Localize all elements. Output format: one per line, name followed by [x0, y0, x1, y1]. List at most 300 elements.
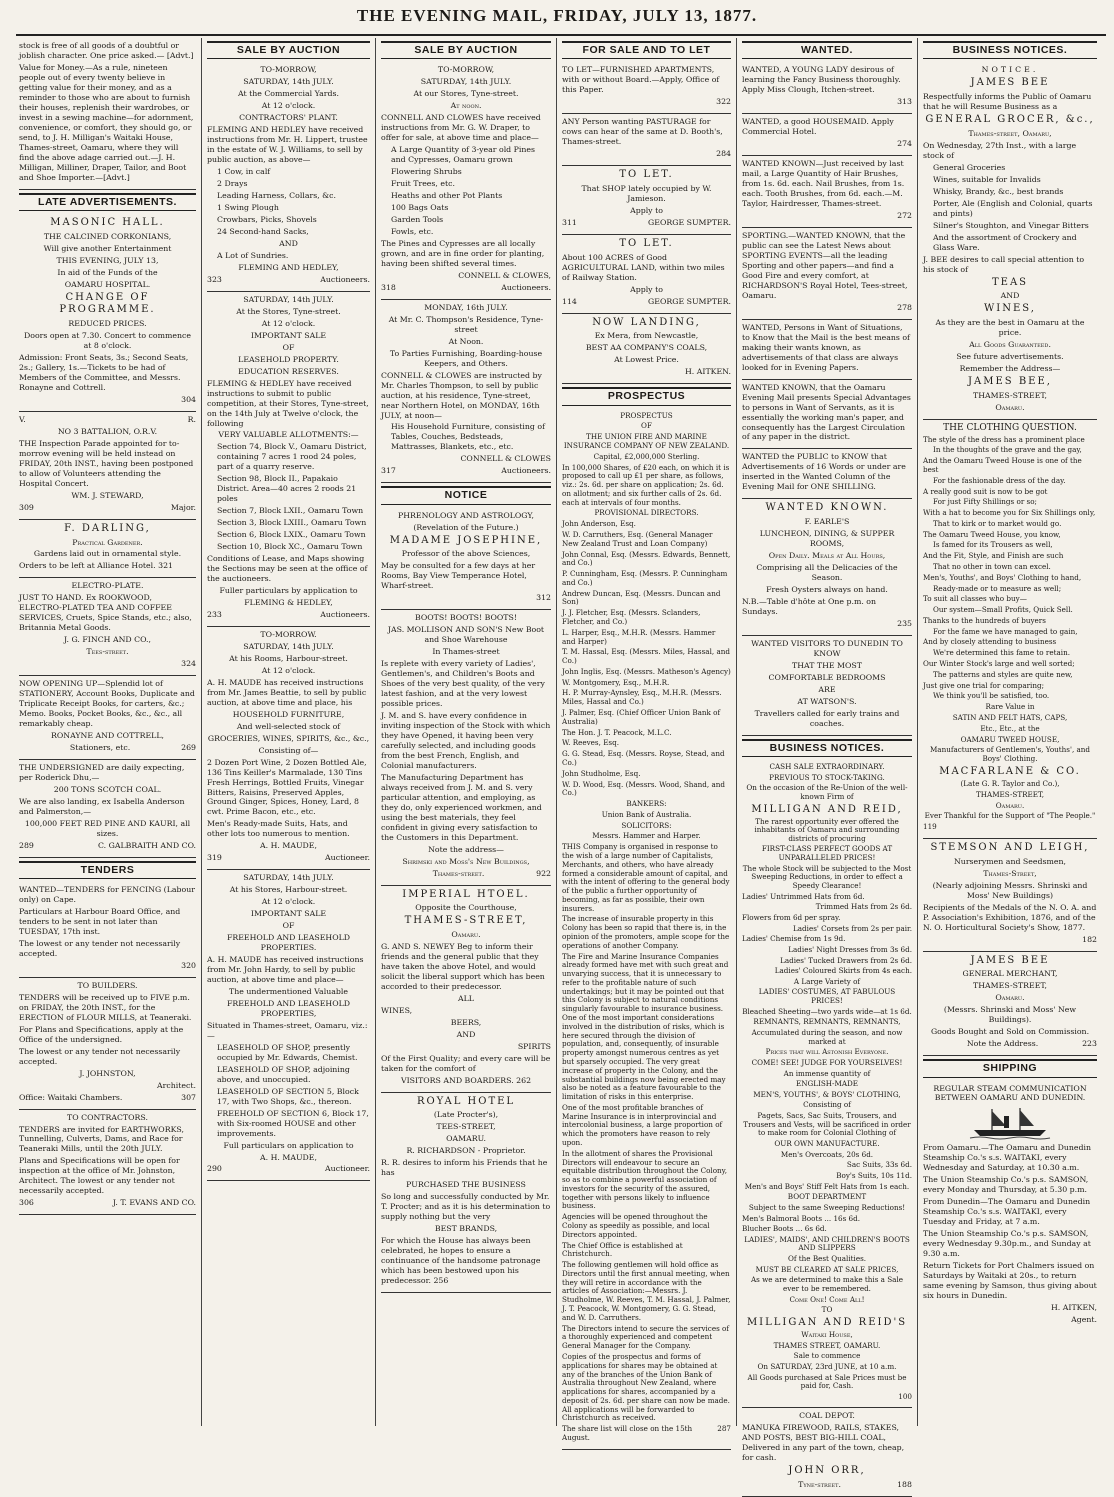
ad-line: RONAYNE AND COTTRELL, [50, 731, 165, 740]
ad-number: 324 [181, 659, 196, 669]
ad-line: TO-MORROW. [260, 629, 317, 639]
ad-number: 307 [181, 1092, 196, 1102]
ad-item: A Lot of Sundries. [217, 250, 289, 260]
ad-line: Situated in Thames-street, Oamaru, viz.:— [207, 1020, 368, 1040]
ad-body: ANY Person wanting PASTURAGE for cows can hear of the same at D. Booth's, Thames-street. [562, 117, 723, 147]
ad-line: THAMES-STREET, [973, 390, 1047, 400]
ad-battalion [19, 412, 196, 520]
ad-royal-hotel [381, 1093, 551, 1293]
ad-line: PURCHASED THE BUSINESS [406, 1180, 526, 1190]
ad-line: Gardens laid out in ornamental style. [33, 549, 182, 559]
ad-item: The Hon. J. T. Peacock, M.L.C. [562, 727, 672, 737]
ad-item: P. Cunningham, Esq. (Messrs. P. Cunningham and Co.) [562, 569, 728, 587]
ad-line: REMNANTS, REMNANTS, REMNANTS, [753, 1017, 901, 1027]
ad-wanted-public [742, 449, 912, 499]
ad-number: 272 [897, 211, 912, 221]
ad-item: W. D. Wood, Esq. (Messrs. Wood, Shand, and Co.) [562, 779, 725, 798]
ad-body: The lowest or any tender not necessarily accepted. [19, 938, 181, 958]
ad-line: THIS EVENING, JULY 13, [56, 255, 159, 265]
ad-line: At his Stores, Harbour-street. [229, 885, 348, 895]
ad-line: Auctioneer. [325, 853, 370, 863]
ad-body: SPORTING.—WANTED KNOWN, that the public can see the Latest News about SPORTING EVENTS—all the leading Sporting and other papers—and find a Good Fire and every comfort, at RICHARDSON'S Royal Hotel, Tees-street, Oamaru. [742, 231, 908, 300]
ad-wanted-brushes [742, 156, 912, 228]
ad-line: On the occasion of the Re-Union of the well-known Firm of [746, 783, 908, 801]
ad-line: Of the Best Qualities. [787, 1254, 867, 1264]
ad-line: 200 TONS SCOTCH COAL. [53, 784, 162, 794]
ad-title: REGULAR STEAM COMMUNICATION BETWEEN OAMARU AND DUNEDIN. [933, 1083, 1087, 1103]
column-5 [737, 38, 917, 1490]
ad-item: Crowbars, Picks, Shovels [217, 215, 317, 225]
ad-body: Conditions of Lease, and Maps showing the Sections may be seen at the office of the auctioneers. [207, 554, 368, 584]
ad-body: About 100 ACRES of Good AGRICULTURAL LAND, within two miles of Railway Station. [562, 252, 725, 282]
ad-item: J. J. Fletcher, Esq. (Messrs. Sclanders, Fletcher, and Co.) [562, 608, 701, 627]
ad-line: Note the address— [428, 844, 504, 854]
ad-line: (Late G. R. Taylor and Co.), [960, 779, 1060, 789]
ad-item: Ladies' Untrimmed Hats from 6d. [742, 891, 865, 901]
ad-james-bee-notice [923, 62, 1097, 419]
ad-body: The increase of insurable property in this Colony has been so rapid that there is, in the opinion of the promoters, ample scope for the operations of another Company. [562, 914, 730, 950]
section-heading: BUSINESS NOTICES. [923, 41, 1097, 59]
ad-line: THAMES STREET, OAMARU. [773, 1340, 881, 1350]
ad-item: Garden Tools [391, 215, 444, 225]
ad-item: LEASEHOLD OF SECTION 5, Block 17, with Two Shops, &c., thereon. [217, 1086, 359, 1106]
ad-body: WANTED KNOWN—Just received by last mail, a Large Quantity of Hair Brushes, from 1s. 6d. each. Nail Brushes, from 1s. each. Tooth Brushes, from 6d. each.—M. Taylor, Hairdresser, Thames-street. [742, 159, 905, 209]
ad-line: At Mr. C. Thompson's Residence, Tyne-street [388, 314, 544, 334]
section-heading: SHIPPING [923, 1059, 1097, 1077]
ad-title: BOOTS! BOOTS! BOOTS! [415, 613, 517, 623]
ad-line: Practical Gardener. [72, 537, 143, 547]
ad-number: 235 [897, 618, 912, 628]
ad-masonic-hall [19, 214, 196, 412]
ad-line: CHANGE OF PROGRAMME. [59, 291, 156, 316]
ad-verse: The Oamaru Tweed House, you know, [923, 529, 1061, 539]
ad-number: 311 [562, 217, 577, 227]
ad-verse: The patterns and styles are quite new, [933, 669, 1073, 679]
ad-line: THAMES-STREET, [404, 915, 528, 927]
ad-freehold-properties [207, 870, 370, 1181]
ad-title: THE CLOTHING QUESTION. [943, 422, 1077, 433]
ad-line: AND [279, 238, 298, 248]
ad-item: Section 10, Block XC., Oamaru Town [217, 542, 363, 552]
ad-title: SATIN AND FELT HATS, CAPS, [952, 712, 1068, 722]
ad-line: The undermentioned Valuable [229, 986, 348, 996]
ad-body: The Fire and Marine Insurance Companies already formed have met with such great and unvarying success, that it is unnecessary to refer to the profitable nature of such undertakings; but it may be pointed out that this Colony is subject to natural conditions singularly favourable to insurance business. One of the most important considerations involved in the distribution of risks, which is here secured through the division of population, and, consequently, of insurable property amongst numerous centres as yet but sparsely occupied. The very great increase of property in the Colony, and the substantial buildings now being erected may also be noted as a feature favourable to the limitation of risks in this enterprise. [562, 951, 729, 1102]
ad-item: T. M. Hassal, Esq. (Messrs. Miles, Hassal, and Co.) [562, 647, 730, 666]
ad-title: ROYAL HOTEL [416, 1095, 516, 1107]
section-heading: WANTED. [742, 41, 912, 59]
section-heading: TENDERS [19, 861, 196, 879]
ad-body: J. M. and S. have every confidence in inviting inspection of the Stock with which they have Opened, it having been very carefully selected, and including goods from the best French, English, and Colonial manufacturers. [381, 711, 551, 770]
ad-apartments [562, 62, 731, 114]
ad-line: JOHN ORR, [788, 1465, 866, 1477]
ad-line: R. [187, 414, 196, 424]
ad-body: A. H. MAUDE has received instructions from Mr. John Hardy, to sell by public auction, at above time and place— [207, 955, 364, 984]
ad-body: For Plans and Specifications, apply at the Office of the undersigned. [19, 1024, 184, 1044]
ad-item: Men's Balmoral Boots ... 16s 6d. [742, 1213, 861, 1223]
ad-item: FREEHOLD OF SECTION 6, Block 17, with Six-roomed HOUSE and other improvements. [217, 1108, 369, 1138]
ad-title: JAMES BEE [970, 954, 1050, 966]
ad-line: FIRST-CLASS PERFECT GOODS AT UNPARALLELED PRICES! [761, 844, 893, 863]
ad-line: TEAS [991, 276, 1029, 288]
ad-item: 24 Second-hand Sacks, [217, 227, 309, 236]
ad-verse: Just give one trial for comparing; [923, 680, 1045, 690]
ad-body: From Oamaru.—The Oamaru and Dunedin Steamship Co.'s s.s. WAITAKI, every Wednesday and Saturday, at 10.30 a.m. [923, 1143, 1091, 1173]
ad-shop-to-let [562, 166, 731, 235]
ad-item: LEASEHOLD OF SHOP, presently occupied by Mr. Edwards, Chemist. [217, 1042, 358, 1062]
ad-number: 114 [562, 296, 577, 306]
ad-stemson-leigh [923, 839, 1097, 952]
ad-body: On Wednesday, 27th Inst., with a large stock of [923, 140, 1077, 160]
ad-number: 233 [207, 609, 222, 619]
ad-item: John Studholme, Esq. [562, 768, 641, 778]
ad-title: MUST BE CLEARED AT SALE PRICES, [755, 1264, 899, 1274]
ad-clothing-question [923, 420, 1097, 839]
ad-line: F. EARLE'S [804, 517, 850, 527]
ad-line: Open Daily. Meals at All Hours, [768, 551, 886, 561]
ad-body: THE Inspection Parade appointed for to-morrow evening will be held instead on FRIDAY, 20th INST., having been postponed to allow of Volunteers attending the Hospital Concert. [19, 438, 194, 488]
ad-item: Whisky, Brandy, &c., best brands [933, 186, 1064, 196]
ad-line: Fuller particulars by application to [219, 586, 358, 596]
ad-line: OAMARU. [446, 1134, 486, 1144]
ad-verse: Ready-made or to measure as well; [933, 583, 1062, 593]
ad-coal [19, 760, 196, 858]
ad-line: SATURDAY, 14th JULY. [243, 294, 334, 304]
ad-body: CONNELL & CLOWES are instructed by Mr. Charles Thompson, to sell by public auction, at his residence, Tyne-street, near Northern Hotel, on MONDAY, 16th JULY, at noon— [381, 370, 542, 420]
ad-household-furniture [207, 627, 370, 870]
ad-line: N.B.—Table d'hôte at One p.m. on Sundays. [742, 596, 877, 616]
masthead: THE EVENING MAIL, FRIDAY, JULY 13, 1877. [356, 6, 758, 25]
ad-prospectus [562, 409, 731, 1450]
ad-now-landing [562, 314, 731, 385]
ad-verse: For the fashionable dress of the day. [933, 475, 1066, 485]
ad-item: SPIRITS [517, 1041, 551, 1051]
ad-body: R. R. desires to inform his Friends that he has [381, 1158, 548, 1178]
ad-body: The following gentlemen will hold office as Directors until the first annual meeting, when they will retire in accordance with the articles of Association:—Messrs. J. Studholme, W. Reeves, T. M. Hassal, J. Palmer, J. T. Peacock, W. Montgomery, G. G. Stead, and W. D. Carruthers. [562, 1260, 731, 1322]
ad-verse: And by closely attending to business [923, 637, 1057, 647]
ad-item: Blucher Boots ... 6s 6d. [742, 1224, 827, 1234]
ad-title: JAMES BEE [970, 77, 1050, 89]
ad-item: W. Montgomery, Esq., M.H.R. [562, 677, 670, 687]
ad-body: FLEMING AND HEDLEY have received instructions from Mr. H. Lippert, trustee in the estate of W. J. Williams, to sell by public auction, as above— [207, 125, 368, 165]
ad-line: Accumulated during the season, and now marked at [751, 1028, 903, 1046]
ad-body: Agencies will be opened throughout the Colony as speedily as possible, and local Directors appointed. [562, 1212, 710, 1239]
ad-body: THIS Company is organised in response to the wish of a large number of Capitalists, Merchants, and others, who have already formed a considerable amount of capital, and with the intent of offering to the general body of the public a further opportunity of becoming, as far as possible, their own insurers. [562, 842, 730, 913]
ad-title: NOW LANDING, [592, 316, 701, 328]
section-heading: PROSPECTUS [562, 387, 731, 405]
ad-line: SOLICITORS: [621, 820, 672, 830]
section-heading: SALE BY AUCTION [381, 41, 551, 59]
ad-line: C. GALBRAITH AND CO. [97, 840, 196, 850]
ad-line: Fresh Oysters always on hand. [766, 584, 888, 594]
ad-line: BOOT DEPARTMENT [787, 1192, 867, 1202]
ad-line: And well-selected stock of [236, 721, 341, 731]
ad-pasturage [562, 114, 731, 166]
ad-line: WINES, [984, 303, 1036, 315]
ad-verse: That to kirk or to market would go. [933, 518, 1062, 528]
ad-line: CONNELL & CLOWES, [458, 270, 551, 280]
ad-line: Oamaru. [451, 930, 481, 940]
ad-body: Recipients of the Medals of the N. O. A. and P. Association's Exhibition, 1876, and of the N. O. Horticultural Society's Show, 1877. [923, 902, 1097, 932]
ad-line: All Goods purchased at Sale Prices must be paid for, Cash. [747, 1372, 907, 1391]
ad-body: WANTED KNOWN, that the Oamaru Evening Mail presents Special Advantages to persons in Want of Servants, as it is essentially the working man's paper, and consequently has the Largest Circulation of any paper in the district. [742, 382, 911, 442]
ad-line: Goods Bought and Sold on Commission. [930, 1027, 1090, 1037]
ad-title: MASONIC HALL. [50, 217, 165, 228]
ad-line: GENERAL MERCHANT, [962, 969, 1058, 979]
ad-number: 287 [717, 1424, 731, 1434]
ad-item: Ladies' Chemise from 1s 9d. [742, 934, 846, 944]
ad-line: SATURDAY, 14th JULY. [243, 641, 334, 651]
note-text: stock is free of all goods of a doubtful or joblish character. One price asked.— [Advt.] [19, 41, 194, 60]
ad-item: Ladies' Coloured Skirts from 4s each. [774, 966, 912, 976]
ad-body: JUST TO HAND. Ex ROOKWOOD, ELECTRO-PLATED TEA AND COFFEE SERVICES, Cruets, Spice Stands, etc.; also, Britannia Metal Goods. [19, 593, 192, 633]
ad-number: 322 [716, 97, 731, 107]
ad-line: Stationers, etc. [69, 742, 131, 752]
ad-verse: And the Oamaru Tweed House is one of the best [923, 456, 1082, 474]
ad-line: Union Bank of Australia. [601, 809, 692, 819]
ad-number: 289 [19, 840, 34, 850]
ad-number: 269 [181, 742, 196, 752]
ad-body: Is replete with every variety of Ladies', Gentlemen's, and Children's Boots and Shoes of the very best quality, of the very latest fashion, and at the very lowest possible prices. [381, 659, 545, 709]
ad-line: TEES-STREET, [436, 1122, 496, 1132]
ad-number: 306 [19, 1198, 34, 1208]
ad-body: The Union Steamship Co.'s p.s. SAMSON, every Wednesday 9.30p.m., and Sunday at 9.30 a.m. [923, 1229, 1091, 1259]
ad-item: Leading Harness, Collars, &c. [217, 191, 336, 201]
ad-item: J. Palmer, Esq. (Chief Officer Union Bank of Australia) [562, 708, 721, 726]
ad-fencing [19, 882, 196, 978]
ad-line: Agent. [1071, 1314, 1097, 1324]
section-heading: FOR SALE AND TO LET [562, 41, 731, 59]
ad-verse: Our Winter Stock's large and well sorted; [923, 659, 1075, 669]
ad-line: Professor of the above Sciences, [401, 549, 531, 559]
ad-body: TO LET—FURNISHED APARTMENTS, with or without Board.—Apply, Office of this Paper. [562, 65, 720, 95]
ad-line: ENGLISH-MADE [795, 1079, 859, 1089]
ad-body: WANTED, A YOUNG LADY desirous of learning the Fancy Business thoroughly. Apply Miss Clough, Itchen-street. [742, 65, 901, 95]
ad-line: Pagets, Sacs, Sac Suits, Trousers, and Trousers and Vests, will be sacrificed in order to make room for Colonial Clothing of [743, 1111, 911, 1138]
ad-body: The Pines and Cypresses are all locally grown, and are in fine order for planting, having been shifted several times. [381, 238, 545, 268]
ad-line: (Messrs. Shrinski and Moss' New Buildings). [943, 1005, 1077, 1025]
ad-line: Consisting of [803, 1100, 851, 1110]
ad-item: Trimmed Hats from 2s 6d. [815, 902, 912, 912]
ad-number: 100 [898, 1391, 912, 1401]
ad-line: Men's and Boys' Stiff Felt Hats from 1s each. [744, 1181, 910, 1191]
ad-line: H. AITKEN, [1051, 1302, 1097, 1312]
ad-line: HOUSEHOLD FURNITURE, [232, 709, 345, 719]
ad-line: In Thames-street [432, 647, 500, 657]
ad-line: Etc., Etc., at the [980, 723, 1040, 733]
ad-title: PHRENOLOGY AND ASTROLOGY, [397, 510, 534, 520]
ad-line: AT WATSON'S. [797, 696, 857, 706]
ad-body: So long and successfully conducted by Mr. T. Procter; and as it is his determination to supply nothing but the very [381, 1192, 551, 1222]
ad-earle-rooms [742, 499, 912, 635]
ad-line: Thames-street, Oamaru, [968, 128, 1052, 138]
ad-title: OAMARU TWEED HOUSE, [960, 734, 1060, 744]
ad-line: At his Rooms, Harbour-street. [229, 653, 348, 663]
ad-title: MADAME JOSEPHINE, [389, 534, 543, 546]
ad-title: TO BUILDERS. [77, 980, 138, 990]
ad-line: In aid of the Funds of the [57, 267, 158, 277]
ad-body: From Dunedin—The Oamaru and Dunedin Steamship Co.'s s.s. WAITAKI, every Tuesday and Friday, at 7 a.m. [923, 1197, 1091, 1227]
ad-line: Oamaru. [995, 800, 1025, 810]
ad-land-to-let [562, 235, 731, 314]
ad-item: LEASEHOLD OF SHOP, adjoining above, and unoccupied. [217, 1064, 350, 1084]
ad-watsons [742, 636, 912, 736]
ad-number: 274 [897, 139, 912, 149]
ad-line: At the Stores, Tyne-street. [236, 306, 341, 316]
ad-title: CONTRACTORS' PLANT. [239, 113, 338, 123]
ad-line: V. [19, 414, 26, 424]
ad-item: 2 Drays [217, 179, 248, 189]
ad-item: John Connal, Esq. (Messrs. Edwards, Bennett, and Co.) [562, 549, 731, 568]
ad-imperial-hotel [381, 886, 551, 1093]
ad-item: Heaths and other Pot Plants [391, 191, 503, 201]
ad-number: 304 [181, 395, 196, 405]
ad-line: LUNCHEON, DINING, & SUPPER ROOMS, [759, 529, 895, 549]
ad-line: Sale to commence [793, 1351, 861, 1361]
ad-title: WANTED VISITORS TO DUNEDIN TO KNOW [751, 638, 903, 658]
ad-line: JAMES BEE, [968, 375, 1052, 387]
ad-item: L. Harper, Esq., M.H.R. (Messrs. Hammer and Harper) [562, 627, 716, 646]
ad-line: PROSPECTUS [620, 410, 673, 420]
ad-title: JAS. MOLLISON AND SON'S New Boot and Shoe Warehouse [387, 625, 545, 645]
ad-body: TENDERS are invited for EARTHWORKS, Tunnelling, Culverts, Dams, and Race for Teaneraki Mills, until the 20th JULY. [19, 1124, 184, 1154]
ad-title: TO LET. [619, 169, 674, 181]
ad-item: 1 Cow, in calf [217, 167, 271, 177]
ad-body: In the allotment of shares the Provisional Directors will endeavour to secure an equitable distribution throughout the Colony, so as to combine a powerful association of investors for the security of the assured, together with persons likely to influence business. [562, 1148, 728, 1211]
ad-line: AND [456, 1029, 476, 1039]
ad-line: IMPORTANT SALE [250, 909, 327, 919]
ad-line: Capital, £2,000,000 Sterling. [593, 451, 700, 461]
ad-body: THE UNDERSIGNED are daily expecting, per Roderick Dhu,— [19, 762, 185, 782]
ad-title: COAL DEPOT. [799, 1411, 855, 1421]
ad-item: Section 6, Block LXIX., Oamaru Town [217, 530, 366, 540]
ad-number: 119 [923, 822, 937, 832]
ad-body: G. AND S. NEWEY Beg to inform their friends and the general public that they have taken the above Hotel, and would solicit the liberal support which has been accorded to their predecessor. [381, 942, 545, 991]
ad-line: Note the Address. [966, 1039, 1039, 1049]
ad-line: Shrimski and Moss's New Buildings, [402, 856, 530, 866]
ad-line: Tees-street. [86, 647, 129, 657]
ad-line: Auctioneers. [501, 282, 551, 292]
ad-line: Waitaki House, [801, 1329, 853, 1339]
ad-line: At Noon. [448, 336, 484, 346]
ad-body: May be consulted for a few days at her Rooms, Bay View Temperance Hotel, Wharf-street. [381, 561, 536, 591]
ad-item: Flowering Shrubs [391, 167, 462, 177]
ad-number: 323 [207, 274, 222, 284]
ad-james-bee-merchant [923, 952, 1097, 1057]
ad-contractors-plant [207, 62, 370, 291]
ad-item: Ladies' Corsets from 2s per pair. [793, 923, 912, 933]
ad-verse: For the fame we have managed to gain, [933, 626, 1078, 636]
ad-electro-plate [19, 578, 196, 676]
ad-number: 284 [716, 149, 731, 159]
ad-line: Sac Suits, 33s 6d. [846, 1160, 912, 1170]
ad-line: ALL [458, 993, 474, 1003]
ad-line: REDUCED PRICES. [68, 319, 147, 329]
ad-line: FLEMING AND HEDLEY, [238, 262, 339, 272]
ad-coal-depot [742, 1408, 912, 1497]
ad-line: (Revelation of the Future.) [413, 522, 519, 532]
ad-line: The rarest opportunity ever offered the inhabitants of Oamaru and surrounding districts of procuring [754, 816, 900, 843]
ad-line: VERY VALUABLE ALLOTMENTS:— [218, 430, 359, 440]
ad-boots [381, 610, 551, 885]
ad-body: Of the First Quality; and every care will be taken for the comfort of [381, 1053, 551, 1073]
ad-line: At Lowest Price. [614, 355, 679, 365]
ad-body: The lowest or any tender not necessarily accepted. [19, 1046, 181, 1066]
ad-item: H. P. Murray-Aynsley, Esq., M.H.R. (Messrs. Miles, Hassal and Co.) [562, 688, 722, 707]
ad-line: Comprising all the Delicacies of the Season. [756, 562, 898, 582]
ad-item: Section 74, Block V., Oamaru District, containing 7 acres 1 rood 24 poles, part of a quarry reserve. [217, 442, 367, 472]
note-text: Value for Money.—As a rule, nineteen people out of every twenty believe in getting value for their money, and as a reminder to those who are about to furnish their houses, replenish their wardrobes, or invest in a sewing machine—for adornment, convenience, or comfort, they should go, or send, to J. H. Milligan's Waitaki House, Thames-street, Oamaru, where they will find the above adage carried out.—J. H. Milligan, Milliner, Draper, Tailor, and Boot and Shoe Importer.—[Advt.] [19, 62, 194, 182]
ad-darling [19, 520, 196, 579]
ad-verse: In the thoughts of the grave and the gay, [933, 445, 1082, 455]
ad-item: WINES, [381, 1005, 413, 1015]
ad-body: We are also landing, ex Isabella Anderson and Palmerston,— [19, 796, 185, 816]
ad-line: COMFORTABLE BEDROOMS [768, 672, 886, 682]
ad-item: Section 98, Block II., Papakaio District. Area—40 acres 2 roods 21 poles [217, 474, 357, 504]
ad-contractors [19, 1110, 196, 1216]
section-heading: NOTICE [381, 486, 551, 504]
ad-body: MANUKA FIREWOOD, RAILS, STAKES, AND POSTS, BEST BIG-HILL COAL, Delivered in any part of the town, cheap, for cash. [742, 1423, 905, 1463]
ad-line: Auctioneers. [320, 609, 370, 619]
ad-thompson-furniture [381, 300, 551, 484]
ad-body: Respectfully informs the Public of Oamaru that he will Resume Business as a [923, 92, 1092, 112]
ad-item: Andrew Duncan, Esq. (Messrs. Duncan and Son) [562, 588, 721, 607]
ad-item: W. D. Carruthers, Esq. (General Manager New Zealand Trust and Loan Company) [562, 529, 713, 548]
ad-line: EDUCATION RESERVES. [238, 366, 339, 376]
ad-number: 922 [536, 868, 551, 878]
ad-line: Nurserymen and Seedsmen, [953, 856, 1067, 866]
ad-line: WM. J. STEWARD, [71, 490, 144, 500]
ad-line: Apply to [630, 205, 663, 215]
column-6 [918, 38, 1102, 1426]
ad-verse: For just Fifty Shillings or so; [933, 497, 1037, 507]
ad-line: At 12 o'clock. [261, 897, 316, 907]
ad-line: Manufacturers of Gentlemen's, Youths', and Boys' Clothing. [929, 745, 1091, 764]
ad-title: IMPERIAL HTOEL. [402, 888, 530, 900]
ad-line: Oamaru. [995, 993, 1025, 1003]
ad-line: OF [282, 342, 295, 352]
ad-line: As we are determined to make this a Sale ever to be remembered. [750, 1275, 904, 1294]
ad-number: 309 [19, 502, 34, 512]
ad-line: THAMES-STREET, [975, 789, 1045, 799]
ad-body: Particulars at Harbour Board Office, and tenders to be sent in not later than TUESDAY, 17th inst. [19, 907, 181, 936]
ad-sporting [742, 228, 912, 320]
ad-line: At our Stores, Tyne-street. [413, 89, 519, 99]
ad-body: For which the House has always been celebrated, he hopes to ensure a continuance of the handsome patronage which has been bestowed upon his predecessor. 256 [381, 1236, 541, 1285]
ad-line: Oamaru. [995, 402, 1025, 412]
ad-line: As they are the best in Oamaru at the price. [935, 318, 1085, 338]
ad-line: Opposite the Courthouse, [415, 903, 517, 913]
column-1 [14, 38, 201, 1426]
ad-line: NO 3 BATTALION, O.R.V. [57, 426, 158, 436]
ad-line: SATURDAY, 14th JULY. [420, 77, 512, 87]
ad-title: MILLIGAN AND REID'S [746, 1316, 908, 1328]
ad-line: Ex Mera, from Newcastle, [594, 331, 699, 341]
ad-title: GENERAL GROCER, &c., [925, 114, 1095, 126]
ad-line: Come One! Come All! [789, 1294, 865, 1304]
ad-body: TENDERS will be received up to FIVE p.m. on FRIDAY, the 20th INST., for the ERECTION of FLOUR MILLS, at Teaneraki. [19, 992, 192, 1022]
column-3 [376, 38, 556, 1426]
ad-line: Subject to the same Sweeping Reductions! [748, 1202, 906, 1212]
ad-line: Admission: Front Seats, 3s.; Second Seats, 2s.; Gallery, 1s.—Tickets to be had of Members of the Committee, and Messrs. Ronayne and Cottrell. [19, 353, 189, 393]
ad-item: BEERS, [450, 1017, 482, 1027]
ad-number: 188 [897, 1480, 912, 1490]
ad-line: (Nearly adjoining Messrs. Shrinski and Moss' New Buildings) [932, 880, 1088, 900]
ad-line: THAMES-STREET, [973, 981, 1047, 991]
ad-number: 317 [381, 466, 396, 476]
ad-verse: Thanks to the hundreds of buyers [923, 615, 1046, 625]
ad-title: F. DARLING, [64, 522, 151, 534]
ad-wanted-servants [742, 380, 912, 450]
